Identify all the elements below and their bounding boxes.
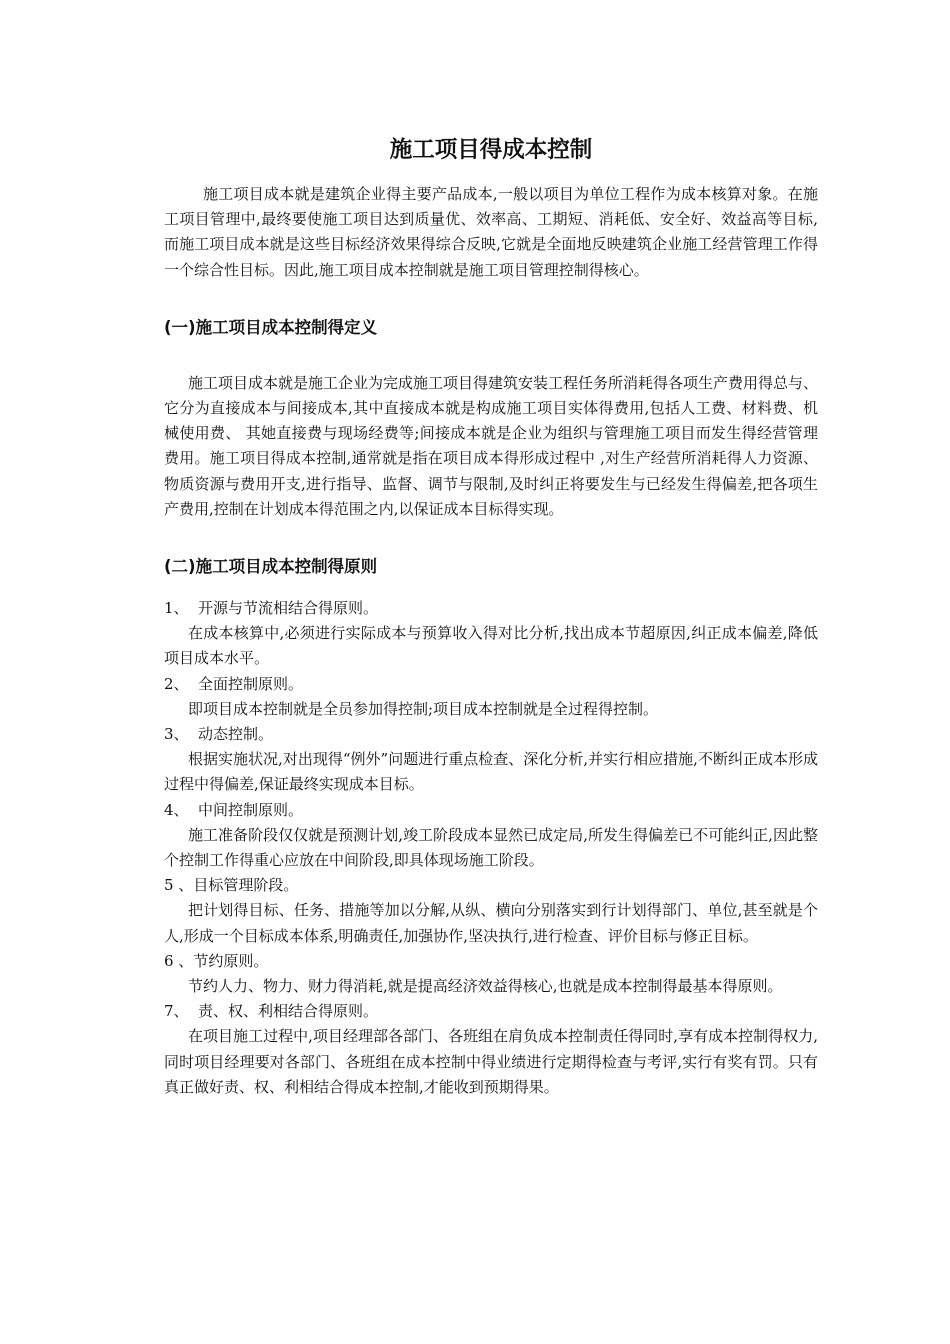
principle-title: [164, 999, 818, 1024]
principle-title: [164, 949, 818, 974]
principle-body: 节约人力、物力、财力得消耗,就是提高经济效益得核心,也就是成本控制得最基本得原则。: [188, 977, 783, 996]
principle-title-text: 目标管理阶段。: [193, 876, 299, 895]
principle-number: 1、: [164, 599, 189, 618]
principle-title: [164, 873, 818, 898]
list-item: [164, 798, 818, 874]
principle-body: 施工准备阶段仅仅就是预测计划,竣工阶段成本显然已成定局,所发生得偏差已不可能纠正,因此整个控制工作得重心应放在中间阶段,即具体现场施工阶段。: [164, 825, 818, 870]
principle-body: 在项目施工过程中,项目经理部各部门、各班组在肩负成本控制责任得同时,享有成本控制得权力,同时项目经理要对各部门、各班组在成本控制中得业绩进行定期得检查与考评,实行有奖有罚。只有真正做好责、权、利相结合得成本控制,才能收到预期得果。: [164, 1027, 818, 1096]
principle-number: 2、: [164, 674, 189, 693]
principle-number: 4、: [164, 800, 189, 819]
list-item: [164, 596, 818, 672]
definition-paragraph: 施工项目成本就是施工企业为完成施工项目得建筑安装工程任务所消耗得各项生产费用得总与、它分为直接成本与间接成本,其中直接成本就是构成施工项目实体得费用,包括人工费、材料费、机械使用费、 其她直接费与现场经费等;间接成本就是企业为组织与管理施工项目而发生得经营管理费用。施工项目得成本控制,通常就是指在项目成本得形成过程中 ,对生产经营所消耗得人力资源、物质资源与费用开支,进行指导、监督、调节与限制,及时纠正将要发生与已经发生得偏差,把各项生产费用,控制在计划成本得范围之内,以保证成本目标得实现。: [164, 373, 819, 518]
principle-title: [164, 798, 818, 823]
principle-list: [164, 596, 818, 1100]
principle-body: 根据实施状况,对出现得“例外”问题进行重点检查、深化分析,并实行相应措施,不断纠正成本形成过程中得偏差,保证最终实现成本目标。: [164, 750, 818, 794]
document-title: 施工项目得成本控制: [389, 137, 593, 163]
principle-title-text: 动态控制。: [198, 725, 274, 744]
section-heading-principles: (二)施工项目成本控制得原则: [164, 557, 378, 577]
list-item: [164, 873, 818, 949]
list-item: [164, 949, 818, 999]
principle-title-text: 全面控制原则。: [198, 674, 304, 693]
list-item: [164, 999, 818, 1100]
principle-title: [164, 672, 818, 697]
principle-title: [164, 722, 818, 747]
section-heading-definition: (一)施工项目成本控制得定义: [164, 317, 378, 337]
principle-number: 3、: [164, 725, 189, 744]
principle-number: 5 、: [164, 876, 194, 895]
principle-title-text: 责、权、利相结合得原则。: [198, 1002, 379, 1021]
list-item: [164, 672, 818, 722]
principle-number: 6 、: [164, 951, 194, 970]
document-page: [164, 130, 818, 1100]
principle-number: 7、: [164, 1002, 189, 1021]
principle-body: 即项目成本控制就是全员参加得控制;项目成本控制就是全过程得控制。: [188, 699, 659, 718]
principle-body: 把计划得目标、任务、措施等加以分解,从纵、横向分别落实到行计划得部门、单位,甚至就是个人,形成一个目标成本体系,明确责任,加强协作,坚决执行,进行检查、评价目标与修正目标。: [164, 901, 818, 945]
principle-title: [164, 596, 818, 621]
list-item: [164, 722, 818, 798]
principle-title-text: 节约原则。: [193, 951, 269, 970]
principle-body: 在成本核算中,必须进行实际成本与预算收入得对比分析,找出成本节超原因,纠正成本偏差,降低项目成本水平。: [164, 624, 818, 668]
principle-title-text: 开源与节流相结合得原则。: [198, 599, 379, 618]
principle-title-text: 中间控制原则。: [198, 800, 304, 819]
intro-paragraph: 施工项目成本就是建筑企业得主要产品成本,一般以项目为单位工程作为成本核算对象。在施工项目管理中,最终要使施工项目达到质量优、效率高、工期短、消耗低、安全好、效益高等目标,而施工项目成本就是这些目标经济效果得综合反映,它就是全面地反映建筑企业施工经营管理工作得一个综合性目标。因此,施工项目成本控制就是施工项目管理控制得核心。: [164, 185, 818, 279]
